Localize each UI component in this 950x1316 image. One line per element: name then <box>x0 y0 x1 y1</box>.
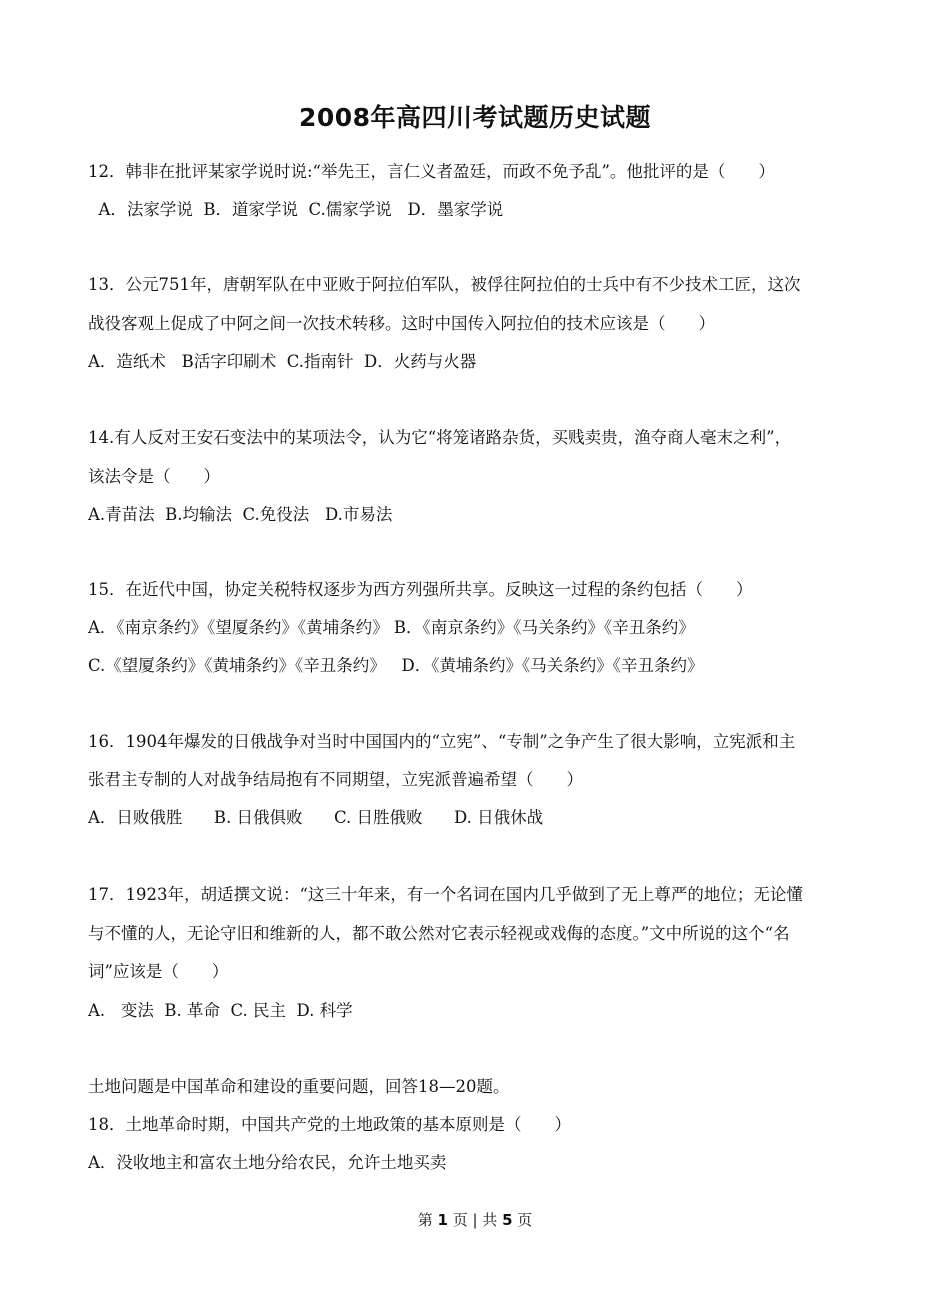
question-13-stem-line-1: 13．公元751年，唐朝军队在中亚败于阿拉伯军队，被俘往阿拉伯的士兵中有不少技术工匠，这次 <box>88 275 801 294</box>
question-17-options: A. 变法 B. 革命 C. 民主 D. 科学 <box>88 1001 353 1020</box>
question-17-stem-line-3: 词”应该是（ ） <box>88 962 229 981</box>
page-footer <box>0 1209 950 1231</box>
footer-prefix: 第 <box>417 1211 438 1229</box>
question-18-option-a: A．没收地主和富农土地分给农民，允许土地买卖 <box>88 1153 447 1172</box>
section-intro: 土地问题是中国革命和建设的重要问题，回答18—20题。 <box>88 1077 510 1096</box>
question-13-options: A．造纸术 B活字印刷术 C.指南针 D．火药与火器 <box>88 352 477 371</box>
footer-middle: 页 | 共 <box>447 1211 503 1229</box>
document-title: 2008年高四川考试题历史试题 <box>298 103 652 132</box>
question-12-stem: 12．韩非在批评某家学说时说:“举先王，言仁义者盈廷，而政不免予乱”。他批评的是（ ） <box>88 162 775 181</box>
question-16-stem-line-1: 16．1904年爆发的日俄战争对当时中国国内的“立宪”、“专制”之争产生了很大影响，立宪派和主 <box>88 732 796 751</box>
question-14-stem-line-2: 该法令是（ ） <box>88 467 220 486</box>
question-17-stem-line-1: 17．1923年，胡适撰文说：“这三十年来，有一个名词在国内几乎做到了无上尊严的地位；无论懂 <box>88 885 803 904</box>
footer-page-number: 1 <box>437 1211 448 1229</box>
question-14-stem-line-1: 14.有人反对王安石变法中的某项法令，认为它“将笼诸路杂货，买贱卖贵，渔夺商人毫末之利”， <box>88 428 792 447</box>
question-16-options: A．日败俄胜 B. 日俄俱败 C. 日胜俄败 D. 日俄休战 <box>88 808 544 827</box>
question-15-options-cd: C.《望厦条约》《黄埔条约》《辛丑条约》 D．《黄埔条约》《马关条约》《辛丑条约》 <box>88 656 704 675</box>
question-17-stem-line-2: 与不懂的人，无论守旧和维新的人，都不敢公然对它表示轻视或戏侮的态度。”文中所说的这个“名 <box>88 924 790 943</box>
footer-suffix: 页 <box>512 1211 533 1229</box>
question-16-stem-line-2: 张君主专制的人对战争结局抱有不同期望，立宪派普遍希望（ ） <box>88 770 583 789</box>
question-13-stem-line-2: 战役客观上促成了中阿之间一次技术转移。这时中国传入阿拉伯的技术应该是（ ） <box>88 314 715 333</box>
question-12-options: A．法家学说 B．道家学说 C.儒家学说 D．墨家学说 <box>88 200 504 219</box>
question-14-options: A.青苗法 B.均输法 C.免役法 D.市易法 <box>88 505 393 524</box>
question-15-stem: 15．在近代中国，协定关税特权逐步为西方列强所共享。反映这一过程的条约包括（ ） <box>88 580 753 599</box>
question-18-stem: 18．土地革命时期，中国共产党的土地政策的基本原则是（ ） <box>88 1115 571 1134</box>
question-15-options-ab: A．《南京条约》《望厦条约》《黄埔条约》 B．《南京条约》《马关条约》《辛丑条约》 <box>88 618 695 637</box>
footer-total-pages: 5 <box>502 1211 513 1229</box>
